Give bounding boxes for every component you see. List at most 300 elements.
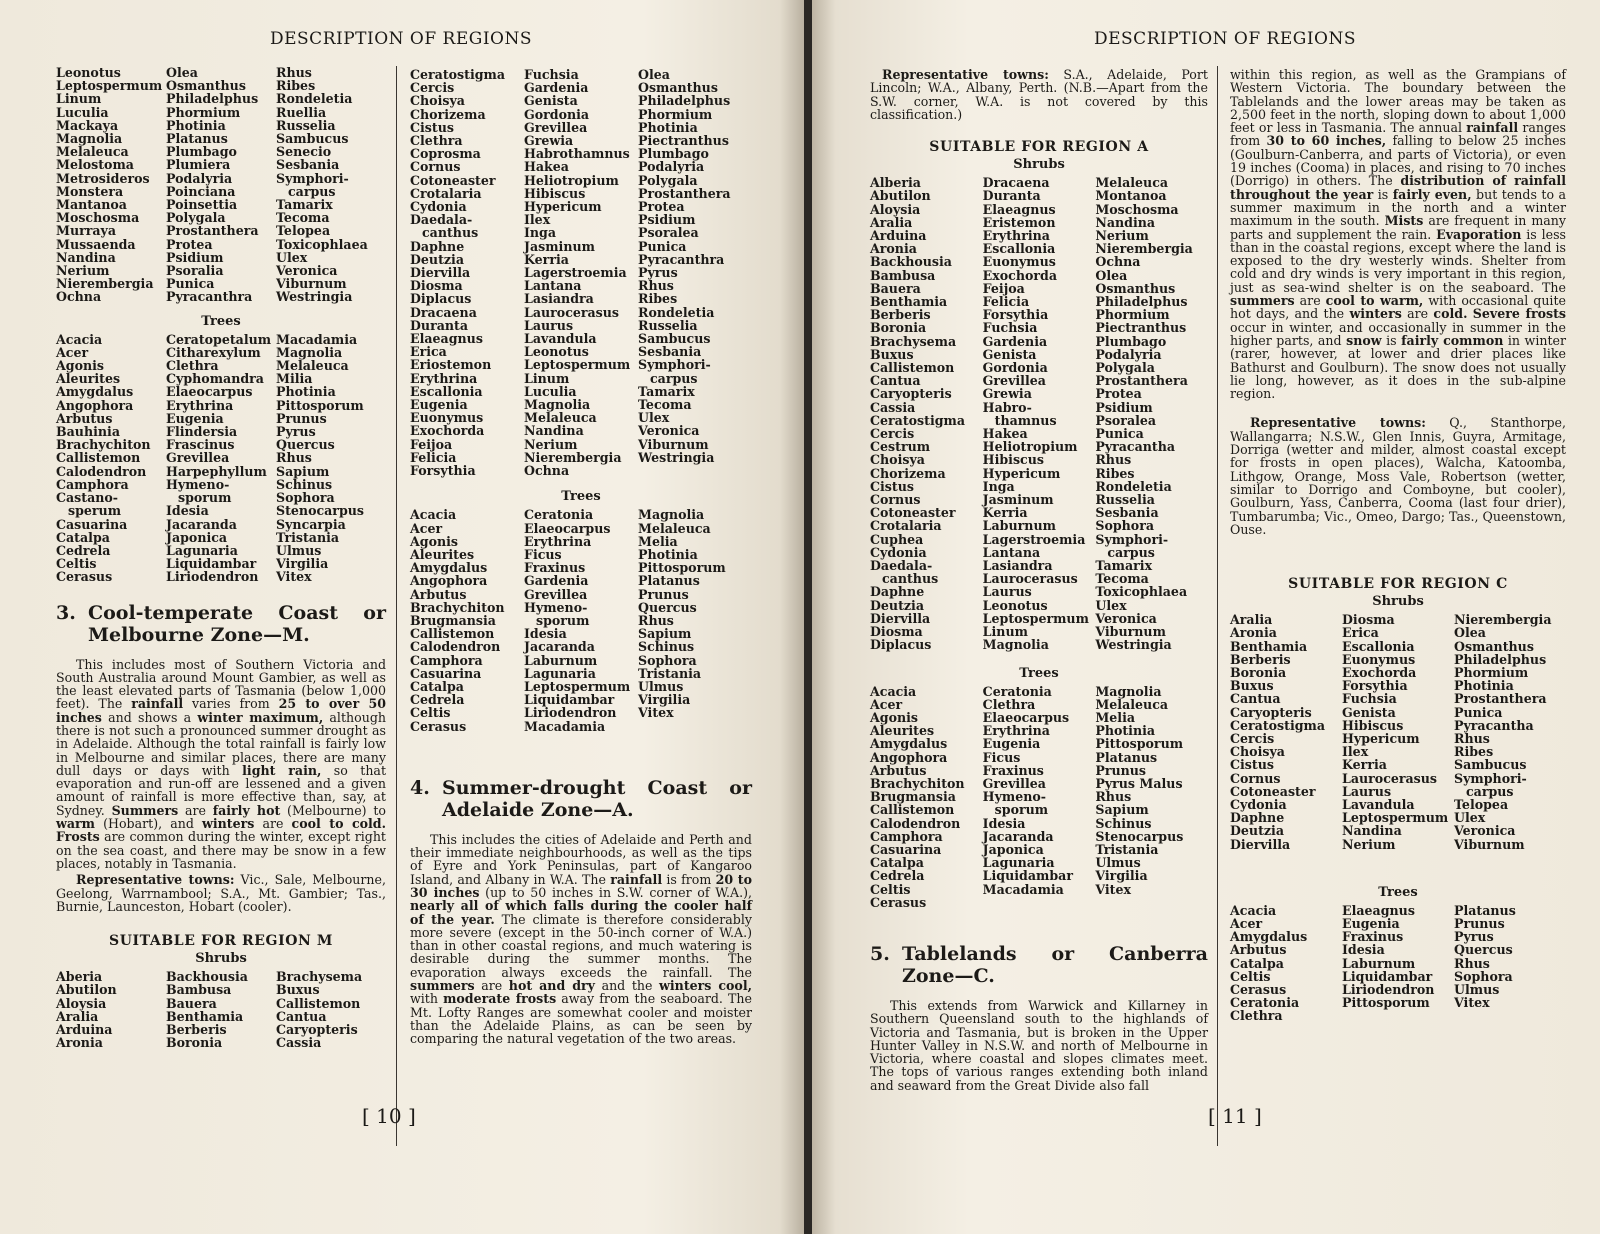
- list-item: Ribes: [1095, 465, 1135, 481]
- list-item: Diosma: [1342, 612, 1395, 628]
- list-item: Russelia: [1095, 492, 1155, 508]
- list-item: Platanus: [1095, 749, 1158, 765]
- list-item: Sophora: [1095, 518, 1154, 534]
- region-a-heading: SUITABLE FOR REGION A: [929, 139, 1149, 156]
- list-item: Cotoneaster: [410, 172, 496, 188]
- list-item: Aberia: [56, 969, 103, 985]
- list-item: Sesbania: [276, 157, 340, 173]
- list-item: Punica: [166, 276, 215, 292]
- list-item: Laurocerasus: [524, 304, 620, 320]
- list-item: Lantana: [524, 278, 582, 294]
- list-item: Ochna: [56, 289, 102, 305]
- list-item: Kerria: [982, 505, 1028, 521]
- list-item: Brachysema: [276, 969, 363, 985]
- list-item: Aralia: [56, 1008, 99, 1024]
- list-item: Genista: [982, 346, 1037, 362]
- list-item: Olea: [166, 65, 198, 80]
- list-item: Habro-: [982, 399, 1032, 415]
- list-item: canthus: [422, 225, 479, 241]
- list-item: Angophora: [410, 573, 488, 589]
- shrubs-continued-list-2: [410, 68, 752, 477]
- list-item: Japonica: [982, 841, 1044, 857]
- list-item: Osmanthus: [166, 78, 246, 94]
- list-item: Ulex: [1095, 597, 1127, 613]
- list-item: Hymeno-: [982, 789, 1047, 805]
- list-item: Plumbago: [1095, 333, 1167, 349]
- list-item: Forsythia: [1342, 678, 1408, 694]
- list-item: Cercis: [410, 80, 455, 96]
- list-item: Quercus: [1454, 942, 1513, 958]
- list-item: Agonis: [870, 709, 919, 725]
- section-5-paragraph: This extends from Warwick and Killarney in Southern Queensland south to the highlands of Victoria and Tasmania, but is broken in the Upper Hunter Valley in N.S.W. and north of Melbourne in Victoria, where coastal and slopes climates meet. The tops of various ranges extending both inland and seaward from the Great Divide also fall: [870, 997, 1208, 1093]
- list-item: Sapium: [1095, 802, 1149, 818]
- list-item: Japonica: [166, 529, 228, 545]
- list-item: Cydonia: [1230, 796, 1287, 812]
- list-item: Pittosporum: [276, 397, 364, 413]
- list-item: Melia: [1095, 709, 1136, 725]
- list-item: Liquidambar: [982, 868, 1073, 884]
- list-item: canthus: [882, 571, 939, 587]
- section-3-title-line1: Cool-temperate Coast or: [88, 601, 386, 624]
- list-item: Acacia: [410, 507, 457, 523]
- list-item: Plumiera: [166, 157, 231, 173]
- list-item: Bauera: [870, 280, 921, 296]
- list-item: Prostanthera: [166, 223, 259, 239]
- region-m-shrubs-subheading: Shrubs: [195, 951, 247, 967]
- list-item: Arbutus: [870, 762, 927, 778]
- list-item: Arbutus: [56, 410, 113, 426]
- region-c-trees-subheading: Trees: [1378, 884, 1418, 900]
- list-column: [1454, 613, 1566, 851]
- list-item: Lavandula: [524, 331, 597, 347]
- list-item: Ilex: [1342, 744, 1369, 760]
- list-item: Grevillea: [982, 373, 1046, 389]
- list-item: Protea: [1095, 386, 1142, 402]
- list-item: Magnolia: [1095, 683, 1162, 699]
- list-column: [983, 685, 1096, 909]
- list-column: [410, 508, 524, 732]
- list-item: sporum: [994, 802, 1049, 818]
- list-item: Cantua: [276, 1008, 327, 1024]
- list-item: Duranta: [410, 317, 469, 333]
- list-item: Pyrus Malus: [1095, 775, 1183, 791]
- list-item: Leonotus: [982, 597, 1048, 613]
- book-gutter: [804, 0, 812, 1234]
- list-item: Arduina: [56, 1021, 113, 1037]
- list-item: Cercis: [870, 426, 915, 442]
- list-item: Podalyria: [166, 170, 233, 186]
- list-item: Rhus: [1454, 955, 1490, 971]
- list-item: Cyphomandra: [166, 371, 264, 387]
- list-item: Cassia: [870, 399, 916, 415]
- list-item: Viburnum: [638, 436, 709, 452]
- list-item: Magnolia: [638, 507, 705, 523]
- list-item: Mussaenda: [56, 236, 136, 252]
- list-item: Acacia: [56, 331, 103, 347]
- list-item: Erythrina: [524, 533, 592, 549]
- list-item: Poinciana: [166, 183, 236, 199]
- section-3-paragraph: This includes most of Southern Victoria and South Australia around Mount Gambier, as well as the least elevated parts of Tasmania (below 1,000 feet). The rainfall varies from 25 to over 50 inches and shows a winter maximum, although there is not such a pronounced summer drought as in Adelaide. Although the total rainfall is fairly low in Melbourne and similar places, there are many dull days or days with light rain, so that evaporation and run-off are lessened and a given amount of rainfall is more effective than, say, at Sydney. Summers are fairly hot (Melbourne) to warm (Hobart), and winters are cool to cold. Frosts are common during the winter, except right on the sea coast, and there may be snow in a few places, notably in Tasmania.: [56, 656, 387, 871]
- list-column: [1342, 904, 1454, 1023]
- list-item: Elaeocarpus: [166, 384, 253, 400]
- list-item: Calodendron: [870, 815, 961, 831]
- list-item: Hibiscus: [1342, 717, 1404, 733]
- list-item: Fuchsia: [982, 320, 1038, 336]
- list-item: Psidium: [638, 212, 696, 228]
- list-item: Laurocerasus: [1342, 770, 1438, 786]
- list-item: Eugenia: [982, 736, 1041, 752]
- list-item: Deutzia: [870, 597, 925, 613]
- region-a-shrubs-subheading: Shrubs: [1013, 157, 1065, 173]
- list-item: Clethra: [166, 358, 219, 374]
- list-column: [638, 508, 752, 732]
- list-item: Celtis: [1230, 968, 1271, 984]
- list-item: Melaleuca: [638, 520, 711, 536]
- left-column-rule: [396, 66, 397, 1146]
- list-item: Fraxinus: [982, 762, 1044, 778]
- list-item: Cydonia: [870, 544, 927, 560]
- list-item: Syncarpia: [276, 516, 346, 532]
- list-item: Cistus: [870, 478, 914, 494]
- list-item: Nandina: [524, 423, 584, 439]
- list-item: Rhus: [638, 278, 674, 294]
- list-item: Choisya: [410, 93, 465, 109]
- list-item: Catalpa: [410, 678, 464, 694]
- list-item: Idesia: [1342, 942, 1385, 958]
- list-item: Daedala-: [870, 558, 933, 574]
- list-item: Schinus: [638, 639, 695, 655]
- list-item: Aleurites: [56, 371, 121, 387]
- list-item: Phormium: [166, 104, 241, 120]
- list-item: Vitex: [1095, 881, 1132, 897]
- list-item: Elaeocarpus: [982, 709, 1070, 725]
- list-item: Berberis: [1230, 651, 1291, 667]
- list-item: Deutzia: [1230, 823, 1285, 839]
- list-column: [524, 508, 638, 732]
- list-item: Photinia: [638, 119, 698, 135]
- list-item: Frascinus: [166, 437, 235, 453]
- list-item: Angophora: [56, 397, 134, 413]
- list-item: Protea: [166, 236, 213, 252]
- list-item: Feijoa: [982, 280, 1025, 296]
- list-item: Fuchsia: [1342, 691, 1397, 707]
- list-column: [410, 68, 524, 477]
- list-column: [1454, 904, 1566, 1023]
- list-item: Virgilia: [638, 692, 691, 708]
- list-item: Leptospermum: [56, 78, 163, 94]
- list-item: Lagunaria: [982, 855, 1055, 871]
- list-item: Olea: [1454, 625, 1486, 641]
- list-item: Diervilla: [870, 610, 931, 626]
- list-item: Linum: [56, 91, 102, 107]
- list-item: Stenocarpus: [1095, 828, 1184, 844]
- list-item: Ochna: [524, 463, 570, 479]
- list-item: Nandina: [56, 249, 116, 265]
- list-item: Cerasus: [870, 894, 927, 910]
- list-item: Erythrina: [982, 723, 1050, 739]
- list-item: Sophora: [638, 652, 697, 668]
- list-item: Hymeno-: [524, 599, 588, 615]
- list-column: [983, 176, 1096, 651]
- list-item: Diervilla: [410, 265, 471, 281]
- list-item: Camphora: [870, 828, 943, 844]
- list-item: Aleurites: [410, 546, 475, 562]
- list-item: Jacaranda: [982, 828, 1054, 844]
- list-item: Metrosideros: [56, 170, 150, 186]
- list-item: Liriodendron: [1342, 981, 1435, 997]
- section-5-title-line1: Tablelands or Canberra: [902, 942, 1208, 965]
- list-item: Eugenia: [166, 410, 224, 426]
- list-item: Moschosma: [1095, 201, 1179, 217]
- trees-list: [56, 333, 386, 584]
- list-column: [56, 970, 166, 1049]
- list-item: Symphori-: [1095, 531, 1169, 547]
- list-item: Schinus: [1095, 815, 1152, 831]
- list-item: Bambusa: [870, 267, 936, 283]
- region-m-shrubs-list: [56, 970, 386, 1049]
- list-item: Philadelphus: [638, 93, 731, 109]
- list-item: Rhus: [276, 450, 312, 466]
- list-item: Ceratonia: [524, 507, 594, 523]
- list-column: [870, 176, 983, 651]
- list-item: Berberis: [166, 1021, 227, 1037]
- list-item: Prostanthera: [1095, 373, 1188, 389]
- list-item: Alberia: [870, 175, 921, 191]
- list-item: Vitex: [1454, 995, 1490, 1011]
- list-item: Harpephyllum: [166, 463, 267, 479]
- list-item: Rondeletia: [1095, 478, 1172, 494]
- list-item: Ulex: [276, 249, 308, 265]
- list-item: Melaleuca: [1095, 696, 1169, 712]
- list-item: Ceratonia: [1230, 995, 1300, 1011]
- list-item: Exochorda: [410, 423, 485, 439]
- list-item: Ficus: [982, 749, 1021, 765]
- list-item: Westringia: [1095, 637, 1172, 653]
- list-item: Angophora: [870, 749, 948, 765]
- list-item: Prunus: [1454, 915, 1505, 931]
- list-item: Tristania: [276, 529, 340, 545]
- list-item: Cistus: [1230, 757, 1274, 773]
- list-item: Euonymus: [410, 410, 484, 426]
- right-page: [812, 0, 1600, 1234]
- list-item: Sophora: [276, 490, 335, 506]
- list-item: Photinia: [1095, 723, 1156, 739]
- list-item: Hypericum: [982, 465, 1061, 481]
- list-item: Kerria: [524, 251, 569, 267]
- list-item: Euonymus: [1342, 651, 1416, 667]
- list-item: Magnolia: [276, 344, 343, 360]
- section-5-title-line2: Zone—C.: [902, 964, 995, 987]
- list-item: Camphora: [410, 652, 483, 668]
- section-4-paragraph: This includes the cities of Adelaide and Perth and their immediate neighbourhoods, as well as the tips of Eyre and York Peninsulas, part of Kangaroo Island, and Albany in W.A. The rainfall is from 20 to 30 inches (up to 50 inches in S.W. corner of W.A.), nearly all of which falls during the cooler half of the year. The climate is therefore considerably more severe (except in the 50-inch corner of W.A.) than in other coastal regions, and much watering is desirable during the summer months. The evaporation always exceeds the rainfall. The summers are hot and dry and the winters cool, with moderate frosts away from the seaboard. The Mt. Lofty Ranges are somewhat cooler and moister than the Adelaide Plains, as can be seen by comparing the natural vegetation of the two areas.: [410, 831, 752, 1047]
- list-item: Cerasus: [56, 569, 113, 585]
- list-item: Dracaena: [410, 304, 477, 320]
- list-item: Monstera: [56, 183, 124, 199]
- list-item: Laburnum: [1342, 955, 1416, 971]
- list-item: Ceratonia: [982, 683, 1052, 699]
- list-item: Leptospermum: [524, 357, 631, 373]
- list-item: Pyracantha: [1095, 439, 1176, 455]
- list-item: Nerium: [1342, 836, 1396, 852]
- list-item: Amygdalus: [56, 384, 134, 400]
- list-item: Callistemon: [410, 626, 495, 642]
- list-item: Ribes: [1454, 744, 1494, 760]
- list-item: carpus: [1107, 544, 1155, 560]
- list-column: [166, 66, 276, 304]
- list-item: Deutzia: [410, 251, 465, 267]
- trees-subheading: Trees: [201, 313, 241, 329]
- list-item: Jasminum: [982, 492, 1054, 508]
- list-item: Poinsettia: [166, 197, 238, 213]
- list-item: Camphora: [56, 476, 129, 492]
- list-item: Liriodendron: [166, 569, 259, 585]
- list-item: Acer: [410, 520, 443, 536]
- list-item: Felicia: [410, 449, 457, 465]
- list-item: carpus: [288, 183, 336, 199]
- list-item: Buxus: [276, 982, 320, 998]
- list-item: Castano-: [56, 490, 119, 506]
- list-item: Forsythia: [982, 307, 1049, 323]
- list-item: Ulex: [1454, 810, 1486, 826]
- list-item: Eristemon: [982, 214, 1056, 230]
- list-item: Aronia: [1230, 625, 1277, 641]
- trees-list-2: [410, 508, 752, 732]
- list-item: Tecoma: [276, 210, 330, 226]
- list-item: Pyrus: [638, 265, 678, 281]
- list-item: Sambucus: [1454, 757, 1527, 773]
- list-item: Idesia: [982, 815, 1026, 831]
- list-item: Heliotropium: [982, 439, 1078, 455]
- list-item: Toxicophlaea: [1095, 584, 1188, 600]
- list-item: Celtis: [56, 556, 97, 572]
- list-item: Idesia: [524, 626, 567, 642]
- list-item: Nierembergia: [1095, 241, 1193, 257]
- region-m-heading: SUITABLE FOR REGION M: [108, 933, 334, 950]
- list-item: Psoralea: [638, 225, 699, 241]
- region-c-heading: SUITABLE FOR REGION C: [1288, 576, 1508, 593]
- list-item: Piectranthus: [1095, 320, 1187, 336]
- list-item: Benthamia: [166, 1008, 244, 1024]
- list-item: Olea: [1095, 267, 1128, 283]
- list-item: Benthamia: [1230, 638, 1308, 654]
- list-item: Fraxinus: [1342, 929, 1404, 945]
- list-item: Grevillea: [524, 119, 588, 135]
- list-item: Crotalaria: [870, 518, 942, 534]
- list-item: Grevillea: [982, 775, 1046, 791]
- list-item: Punica: [1095, 426, 1144, 442]
- list-item: Gardenia: [982, 333, 1048, 349]
- list-item: Elaeagnus: [1342, 902, 1415, 918]
- list-item: Clethra: [1230, 1008, 1283, 1024]
- list-item: Casuarina: [870, 841, 942, 857]
- list-item: Symphori-: [1454, 770, 1527, 786]
- list-item: Elaeagnus: [410, 331, 483, 347]
- list-item: Nierembergia: [56, 276, 154, 292]
- list-item: Vitex: [276, 569, 312, 585]
- list-item: Milia: [276, 371, 313, 387]
- list-item: Gardenia: [524, 80, 589, 96]
- list-item: Cedrela: [870, 868, 925, 884]
- list-item: Cistus: [410, 119, 454, 135]
- list-item: Gardenia: [524, 573, 589, 589]
- list-item: Rhus: [1095, 452, 1132, 468]
- list-column: [1095, 685, 1208, 909]
- list-item: Diervilla: [1230, 836, 1291, 852]
- list-item: Lagunaria: [166, 542, 238, 558]
- list-item: Rondeletia: [276, 91, 353, 107]
- list-item: Erythrina: [166, 397, 234, 413]
- list-item: Protea: [638, 199, 685, 215]
- list-item: Prostanthera: [1454, 691, 1547, 707]
- list-item: Arbutus: [410, 586, 467, 602]
- list-item: Cercis: [1230, 730, 1275, 746]
- list-column: [1342, 613, 1454, 851]
- list-item: Punica: [638, 238, 687, 254]
- list-item: Psoralia: [166, 263, 224, 279]
- section-4-title: 4. Summer-drought Coast or Adelaide Zone—A.: [410, 776, 752, 821]
- list-item: Buxus: [870, 346, 914, 362]
- list-item: Cotoneaster: [870, 505, 956, 521]
- list-item: Cantua: [1230, 691, 1281, 707]
- list-item: Diosma: [410, 278, 463, 294]
- region-a-trees-list: [870, 685, 1208, 909]
- left-column-2: [410, 68, 752, 1046]
- list-item: Rhus: [1454, 730, 1490, 746]
- list-item: Dracaena: [982, 175, 1050, 191]
- left-page-number: [ 10 ]: [362, 1104, 416, 1128]
- list-item: Rhus: [638, 612, 674, 628]
- list-item: Tristania: [1095, 841, 1159, 857]
- list-item: Liquidambar: [166, 556, 257, 572]
- list-item: Hibiscus: [982, 452, 1044, 468]
- list-item: Fuchsia: [524, 67, 579, 82]
- list-item: Boronia: [166, 1035, 223, 1051]
- list-item: sporum: [536, 612, 590, 628]
- list-item: Sapium: [638, 626, 692, 642]
- list-item: carpus: [1466, 783, 1514, 799]
- list-item: Platanus: [1454, 902, 1516, 918]
- list-item: Osmanthus: [1454, 638, 1534, 654]
- list-item: Caryopteris: [276, 1021, 358, 1037]
- list-item: Podalyria: [1095, 346, 1162, 362]
- list-item: Tamarix: [638, 383, 695, 399]
- list-item: Kerria: [1342, 757, 1387, 773]
- list-item: Citharexylum: [166, 344, 261, 360]
- list-item: Laburnum: [524, 652, 598, 668]
- list-item: Calodendron: [410, 639, 501, 655]
- left-column-1: [56, 66, 386, 1049]
- list-column: [638, 68, 752, 477]
- list-item: Sambucus: [276, 131, 349, 147]
- list-item: Leptospermum: [982, 610, 1089, 626]
- list-item: Celtis: [870, 881, 911, 897]
- right-column-2: [1230, 68, 1566, 1023]
- list-item: Philadelphus: [1095, 294, 1188, 310]
- list-item: Leonotus: [524, 344, 589, 360]
- region-a-trees-subheading: Trees: [1019, 665, 1059, 681]
- list-item: Liquidambar: [524, 692, 615, 708]
- list-item: Psidium: [1095, 399, 1153, 415]
- list-item: Phormium: [1454, 664, 1529, 680]
- list-item: Phormium: [1095, 307, 1170, 323]
- list-item: Sophora: [1454, 968, 1513, 984]
- list-item: Daedala-: [410, 212, 473, 228]
- list-column: [870, 685, 983, 909]
- list-item: Platanus: [638, 573, 700, 589]
- section-5-representative-towns: Representative towns: Q., Stanthorpe, Wallangarra; N.S.W., Glen Innis, Guyra, Armitage, Dorriga (wetter and milder, almost coastal except for frosts in open places), Walcha, Katoomba, Lithgow, Orange, Moss Vale, Robertson (wetter, similar to Dorrigo and Comboyne, but cooler), Goulburn, Yass, Canberra, Cooma (last four drier), Tumbarumba; Vic., Omeo, Dargo; Tas., Queenstown, Ouse.: [1230, 415, 1566, 537]
- list-item: Erythrina: [982, 228, 1050, 243]
- list-item: Luculia: [56, 104, 109, 120]
